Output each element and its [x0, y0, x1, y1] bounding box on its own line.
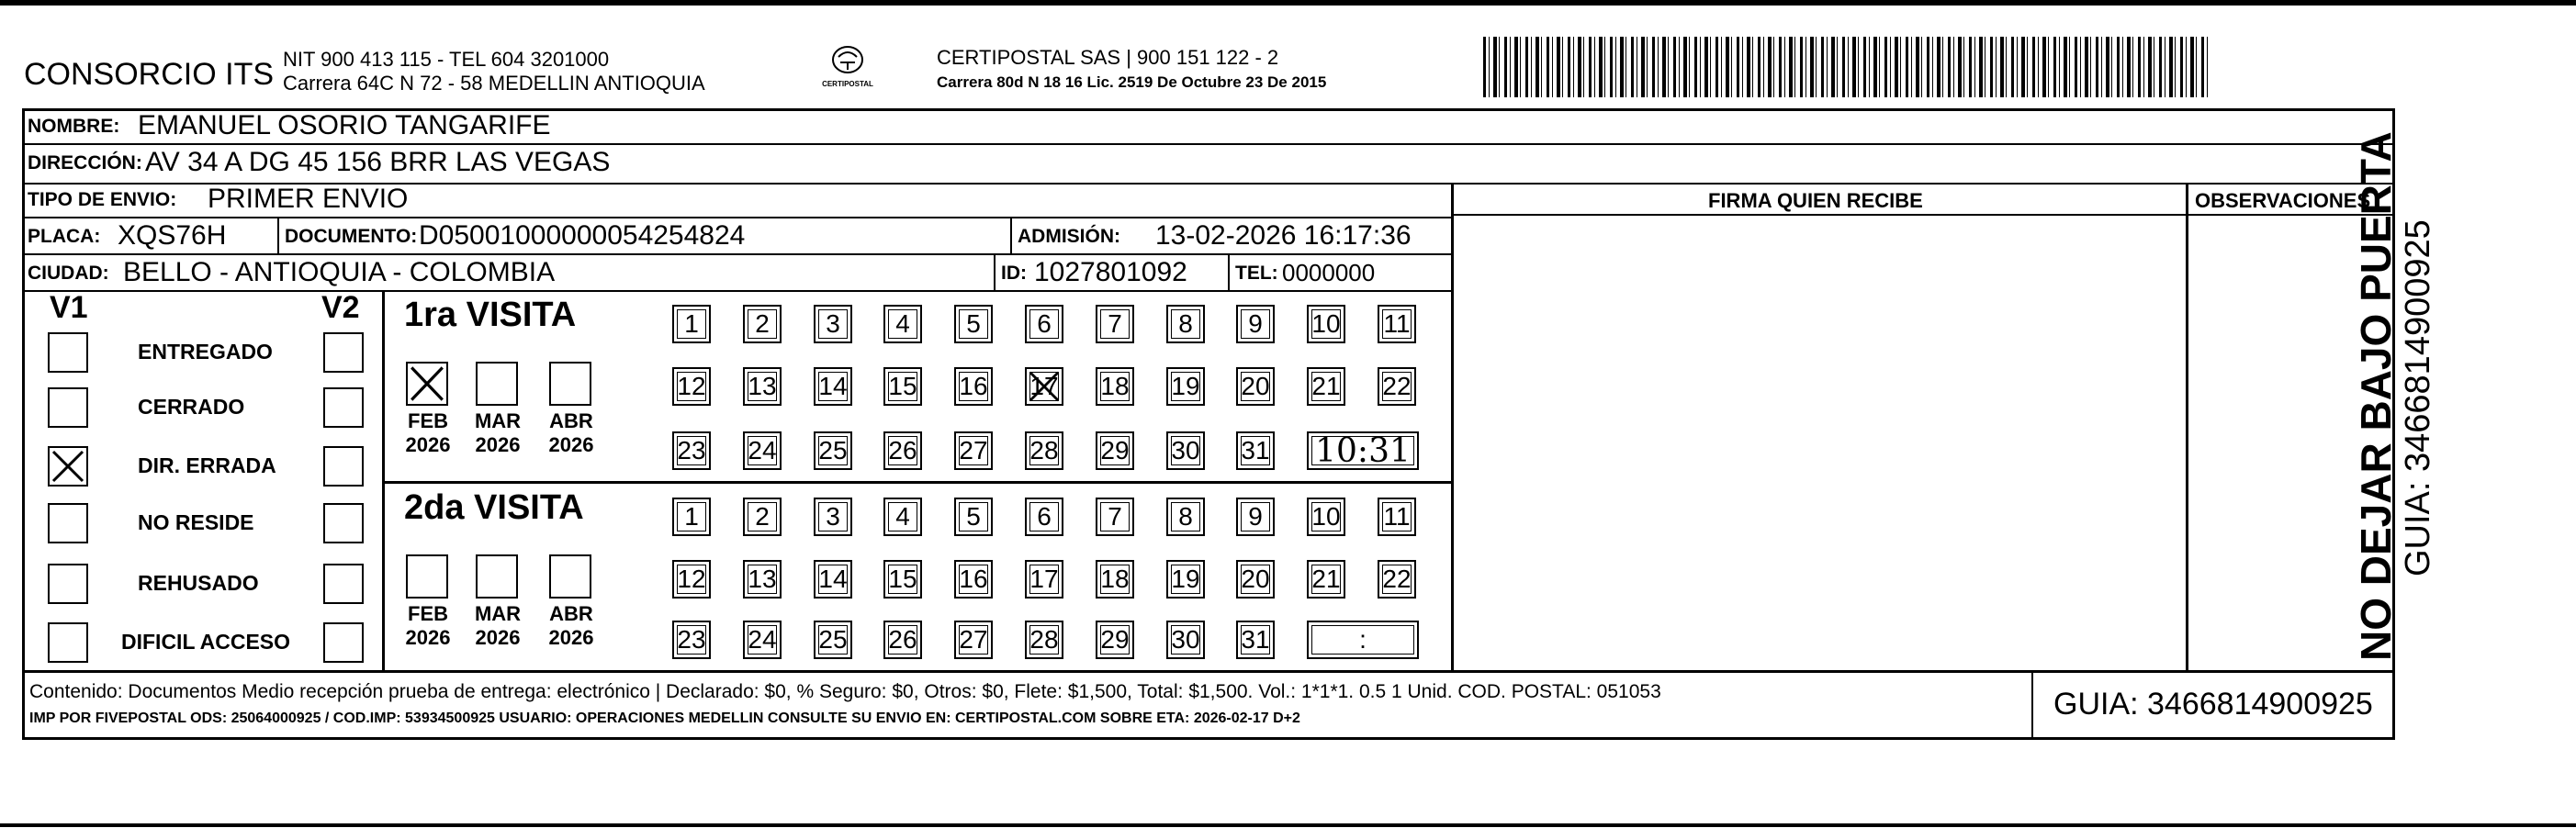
day-box[interactable]: 23	[672, 431, 711, 470]
placa-value: XQS76H	[118, 220, 227, 251]
day-box[interactable]: 21	[1307, 367, 1345, 406]
certipostal-logo-icon	[829, 44, 866, 75]
visit2-title: 2da VISITA	[404, 488, 584, 527]
status-label: DIR. ERRADA	[138, 453, 276, 477]
time-box[interactable]: 10:31	[1307, 431, 1419, 470]
day-box[interactable]: 5	[954, 305, 993, 343]
day-box[interactable]: 27	[954, 431, 993, 470]
nombre-value: EMANUEL OSORIO TANGARIFE	[138, 110, 551, 140]
ciudad-value: BELLO - ANTIOQUIA - COLOMBIA	[123, 257, 556, 287]
day-box[interactable]: 24	[743, 431, 782, 470]
time-box[interactable]: :	[1307, 621, 1419, 659]
day-box[interactable]: 16	[954, 560, 993, 599]
col-line-guia	[2031, 670, 2033, 740]
day-box[interactable]: 17	[1025, 560, 1063, 599]
day-box[interactable]: 23	[672, 621, 711, 659]
col-line-admision	[1010, 217, 1012, 253]
day-box[interactable]: 8	[1166, 305, 1205, 343]
day-box[interactable]: 31	[1236, 621, 1275, 659]
month-checkbox[interactable]	[476, 362, 518, 406]
col-line-placa	[277, 217, 279, 253]
tipo-value: PRIMER ENVIO	[208, 184, 409, 214]
v1-checkbox[interactable]	[48, 446, 88, 487]
side-no-dejar: NO DEJAR BAJO PUERTA	[2352, 131, 2400, 661]
status-label: NO RESIDE	[138, 510, 254, 534]
day-box[interactable]: 30	[1166, 431, 1205, 470]
month-checkbox[interactable]	[476, 554, 518, 599]
day-box[interactable]: 15	[883, 560, 922, 599]
day-box[interactable]: 9	[1236, 498, 1275, 536]
direccion-label: DIRECCIÓN:	[28, 152, 142, 173]
month-label: MAR	[474, 409, 522, 432]
status-label: CERRADO	[138, 395, 245, 419]
v2-checkbox[interactable]	[323, 446, 364, 487]
month-year: 2026	[475, 433, 521, 456]
company-name: CONSORCIO ITS	[24, 57, 275, 92]
v1-checkbox[interactable]	[48, 622, 88, 663]
documento-value: D05001000000054254824	[419, 220, 746, 251]
day-box[interactable]: 19	[1166, 560, 1205, 599]
day-box[interactable]: 4	[883, 305, 922, 343]
day-box[interactable]: 26	[883, 431, 922, 470]
certipostal-logo	[810, 44, 885, 99]
day-box[interactable]: 22	[1378, 560, 1416, 599]
day-box[interactable]: 20	[1236, 367, 1275, 406]
col-line-tel	[1228, 253, 1230, 290]
v2-header: V2	[321, 290, 360, 325]
day-box[interactable]: 11	[1378, 498, 1416, 536]
month-year: 2026	[405, 433, 451, 456]
admision-label: ADMISIÓN:	[1018, 226, 1120, 247]
day-box[interactable]: 25	[814, 621, 852, 659]
nit-line: NIT 900 413 115 - TEL 604 3201000	[283, 48, 610, 71]
day-box[interactable]: 6	[1025, 498, 1063, 536]
month-label: ABR	[549, 602, 593, 625]
v1-checkbox[interactable]	[48, 564, 88, 604]
v1-checkbox[interactable]	[48, 503, 88, 543]
month-checkbox[interactable]	[406, 362, 448, 406]
day-box[interactable]: 6	[1025, 305, 1063, 343]
day-box[interactable]: 19	[1166, 367, 1205, 406]
documento-label: DOCUMENTO:	[285, 226, 418, 247]
v1-checkbox[interactable]	[48, 332, 88, 373]
row-line-3	[22, 217, 1453, 218]
day-box[interactable]: 29	[1096, 621, 1134, 659]
v2-checkbox[interactable]	[323, 503, 364, 543]
day-box[interactable]: 30	[1166, 621, 1205, 659]
day-box[interactable]: 1	[672, 498, 711, 536]
day-box[interactable]: 31	[1236, 431, 1275, 470]
direccion-value: AV 34 A DG 45 156 BRR LAS VEGAS	[145, 147, 611, 177]
day-mark	[1027, 369, 1062, 404]
row-line-6	[384, 481, 1453, 484]
col-line-firma	[1451, 183, 1454, 671]
id-label: ID:	[1001, 263, 1027, 284]
row-line-footer	[22, 670, 2395, 673]
address-line: Carrera 64C N 72 - 58 MEDELLIN ANTIOQUIA	[283, 72, 705, 95]
day-box[interactable]: 27	[954, 621, 993, 659]
status-label: ENTREGADO	[138, 340, 273, 364]
day-box[interactable]: 3	[814, 305, 852, 343]
day-box[interactable]: 3	[814, 498, 852, 536]
v2-checkbox[interactable]	[323, 332, 364, 373]
day-box[interactable]: 14	[814, 560, 852, 599]
tel-value: 0000000	[1282, 259, 1376, 286]
day-box[interactable]: 7	[1096, 498, 1134, 536]
month-label: FEB	[408, 409, 448, 432]
month-label: FEB	[408, 602, 448, 625]
day-box[interactable]: 7	[1096, 305, 1134, 343]
v2-checkbox[interactable]	[323, 622, 364, 663]
day-box[interactable]: 5	[954, 498, 993, 536]
month-year: 2026	[548, 626, 594, 649]
day-box[interactable]: 8	[1166, 498, 1205, 536]
barcode	[1483, 37, 2209, 97]
day-box[interactable]: 2	[743, 305, 782, 343]
id-value: 1027801092	[1034, 257, 1187, 287]
day-box[interactable]: 13	[743, 367, 782, 406]
day-box[interactable]: 4	[883, 498, 922, 536]
firma-header: FIRMA QUIEN RECIBE	[1708, 189, 1923, 212]
day-box[interactable]: 26	[883, 621, 922, 659]
month-year: 2026	[548, 433, 594, 456]
day-box[interactable]: 28	[1025, 431, 1063, 470]
status-label: REHUSADO	[138, 571, 259, 595]
top-border	[0, 0, 2576, 6]
month-checkbox[interactable]	[406, 554, 448, 599]
row-line-4	[22, 253, 1453, 255]
day-box[interactable]: 12	[672, 560, 711, 599]
day-box[interactable]: 18	[1096, 367, 1134, 406]
certipostal-line2: Carrera 80d N 18 16 Lic. 2519 De Octubre 23 De 2015	[937, 73, 1327, 91]
day-box[interactable]: 20	[1236, 560, 1275, 599]
day-box[interactable]: 1	[672, 305, 711, 343]
observaciones-header: OBSERVACIONES	[2195, 189, 2371, 212]
row-line-1	[22, 143, 2395, 145]
nombre-label: NOMBRE:	[28, 116, 120, 137]
v1-header: V1	[50, 290, 88, 325]
day-box[interactable]: 12	[672, 367, 711, 406]
day-box[interactable]: 9	[1236, 305, 1275, 343]
v2-checkbox[interactable]	[323, 564, 364, 604]
v1-checkbox[interactable]	[48, 387, 88, 428]
footer-line1: Contenido: Documentos Medio recepción prueba de entrega: electrónico | Declarado: $0, % Seguro: $0, Otros: $0, Flete: $1,500, Total: $1,500. Vol.: 1*1*1. 0.5 1 Unid. COD. POSTAL: 051053	[29, 681, 1661, 702]
day-box[interactable]: 18	[1096, 560, 1134, 599]
footer-guia: GUIA: 3466814900925	[2053, 687, 2373, 722]
col-line-obs	[2186, 183, 2188, 671]
day-box[interactable]: 29	[1096, 431, 1134, 470]
day-box[interactable]: 10	[1307, 498, 1345, 536]
tipo-label: TIPO DE ENVIO:	[28, 189, 177, 210]
visit1-title: 1ra VISITA	[404, 296, 577, 334]
day-box[interactable]: 15	[883, 367, 922, 406]
day-box[interactable]: 22	[1378, 367, 1416, 406]
col-line-id	[994, 253, 996, 290]
month-year: 2026	[475, 626, 521, 649]
day-box[interactable]: 13	[743, 560, 782, 599]
admision-value: 13-02-2026 16:17:36	[1155, 220, 1412, 251]
row-line-5	[22, 290, 1453, 292]
logo-text: CERTIPOSTAL	[822, 80, 873, 88]
status-label: DIFICIL ACCESO	[121, 630, 291, 654]
footer-line2: IMP POR FIVEPOSTAL ODS: 25064000925 / COD.IMP: 53934500925 USUARIO: OPERACIONES MEDELLIN CONSULTE SU ENVIO EN: CERTIPOSTAL.COM SOBRE ETA: 2026-02-17 D+2	[29, 711, 1300, 726]
month-label: ABR	[549, 409, 593, 432]
day-box[interactable]: 28	[1025, 621, 1063, 659]
day-box[interactable]: 11	[1378, 305, 1416, 343]
month-checkbox[interactable]	[549, 362, 591, 406]
day-box[interactable]: 16	[954, 367, 993, 406]
side-guia: GUIA: 3466814900925	[2399, 219, 2437, 576]
day-box[interactable]: 10	[1307, 305, 1345, 343]
month-checkbox[interactable]	[549, 554, 591, 599]
month-year: 2026	[405, 626, 451, 649]
day-box[interactable]: 21	[1307, 560, 1345, 599]
certipostal-line1: CERTIPOSTAL SAS | 900 151 122 - 2	[937, 46, 1279, 69]
day-box[interactable]: 2	[743, 498, 782, 536]
day-box[interactable]: 25	[814, 431, 852, 470]
day-box[interactable]: 14	[814, 367, 852, 406]
right-header-line	[1453, 214, 2395, 216]
bottom-border	[0, 823, 2576, 827]
tel-label: TEL:	[1235, 263, 1278, 284]
day-box[interactable]: 17	[1025, 367, 1063, 406]
placa-label: PLACA:	[28, 226, 101, 247]
ciudad-label: CIUDAD:	[28, 263, 109, 284]
v2-checkbox[interactable]	[323, 387, 364, 428]
month-label: MAR	[474, 602, 522, 625]
col-line-status	[382, 290, 385, 670]
day-box[interactable]: 24	[743, 621, 782, 659]
